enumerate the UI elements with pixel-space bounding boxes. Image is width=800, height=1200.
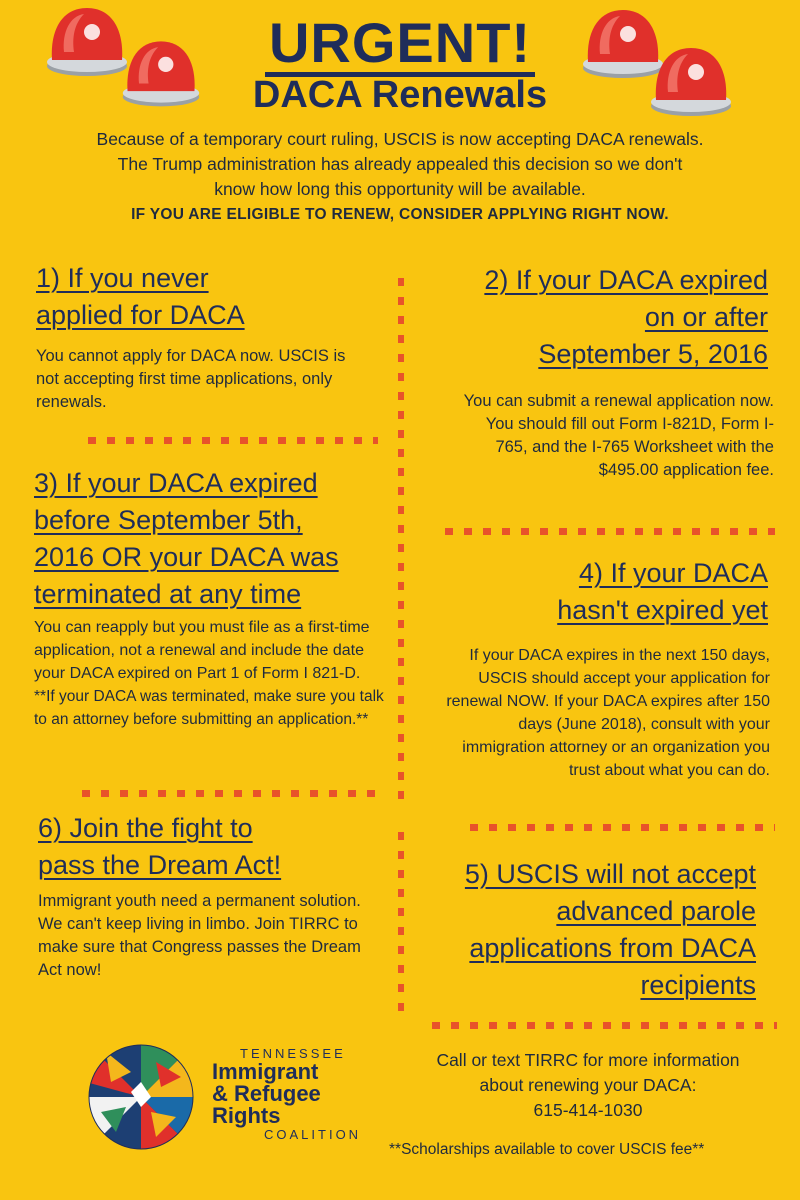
section-6-heading: 6) Join the fight to pass the Dream Act! bbox=[38, 813, 282, 880]
section-3-heading: 3) If your DACA expired before September 5th, 2016 OR your DACA was terminated at any time bbox=[34, 468, 339, 609]
page-subtitle: DACA Renewals bbox=[252, 74, 548, 116]
section-3-note: **If your DACA was terminated, make sure you talk to an attorney before submitting an application.** bbox=[34, 688, 384, 728]
phone-number: 615-414-1030 bbox=[533, 1100, 643, 1120]
scholarship-note: **Scholarships available to cover USCIS fee** bbox=[389, 1141, 705, 1158]
divider bbox=[88, 437, 378, 444]
section-3-body: You can reapply but you must file as a first-time application, not a renewal and include the date your DACA expired on Part 1 of Form I 821-D. **If your DACA was terminated, make sure you talk to an attorney before submitting an application.** bbox=[34, 616, 384, 731]
section-6-body: Immigrant youth need a permanent solution. We can't keep living in limbo. Join TIRRC to make sure that Congress passes the Dream Act now! bbox=[38, 892, 361, 979]
divider-vertical bbox=[398, 832, 404, 1012]
section-4-heading: 4) If your DACA hasn't expired yet bbox=[557, 558, 768, 625]
logo-text: TENNESSEE Immigrant & Refugee Rights COALITION bbox=[212, 1046, 362, 1142]
section-2-body: You can submit a renewal application now. You should fill out Form I-821D, Form I-765, and the I-765 Worksheet with the $495.00 application fee. bbox=[463, 392, 774, 479]
section-1-heading: 1) If you never applied for DACA bbox=[36, 263, 245, 330]
section-4-body: If your DACA expires in the next 150 days, USCIS should accept your application for renewal NOW. If your DACA expires after 150 days (June 2018), consult with your immigration attorney or an organization you trust about what you can do. bbox=[446, 647, 770, 779]
section-1-body: You cannot apply for DACA now. USCIS is not accepting first time applications, only renewals. bbox=[36, 347, 346, 411]
divider bbox=[432, 1022, 777, 1029]
contact-info: Call or text TIRRC for more information about renewing your DACA: 615-414-1030 bbox=[398, 1048, 778, 1123]
divider bbox=[470, 824, 775, 831]
intro-text: Because of a temporary court ruling, USCIS is now accepting DACA renewals. The Trump administration has already appealed this decision so we don't know how long this opportunity will be available. IF YOU ARE ELIGIBLE TO RENEW, CONSIDER APPLYING RIGHT NOW. bbox=[20, 127, 780, 227]
intro-callout: IF YOU ARE ELIGIBLE TO RENEW, CONSIDER APPLYING RIGHT NOW. bbox=[131, 206, 669, 223]
divider bbox=[82, 790, 382, 797]
section-2-heading: 2) If your DACA expired on or after September 5, 2016 bbox=[484, 265, 768, 369]
divider bbox=[445, 528, 775, 535]
section-5-heading: 5) USCIS will not accept advanced parole applications from DACA recipients bbox=[464, 859, 756, 1000]
tirrc-globe-logo-icon bbox=[86, 1042, 196, 1152]
page-title: URGENT! bbox=[0, 10, 800, 77]
